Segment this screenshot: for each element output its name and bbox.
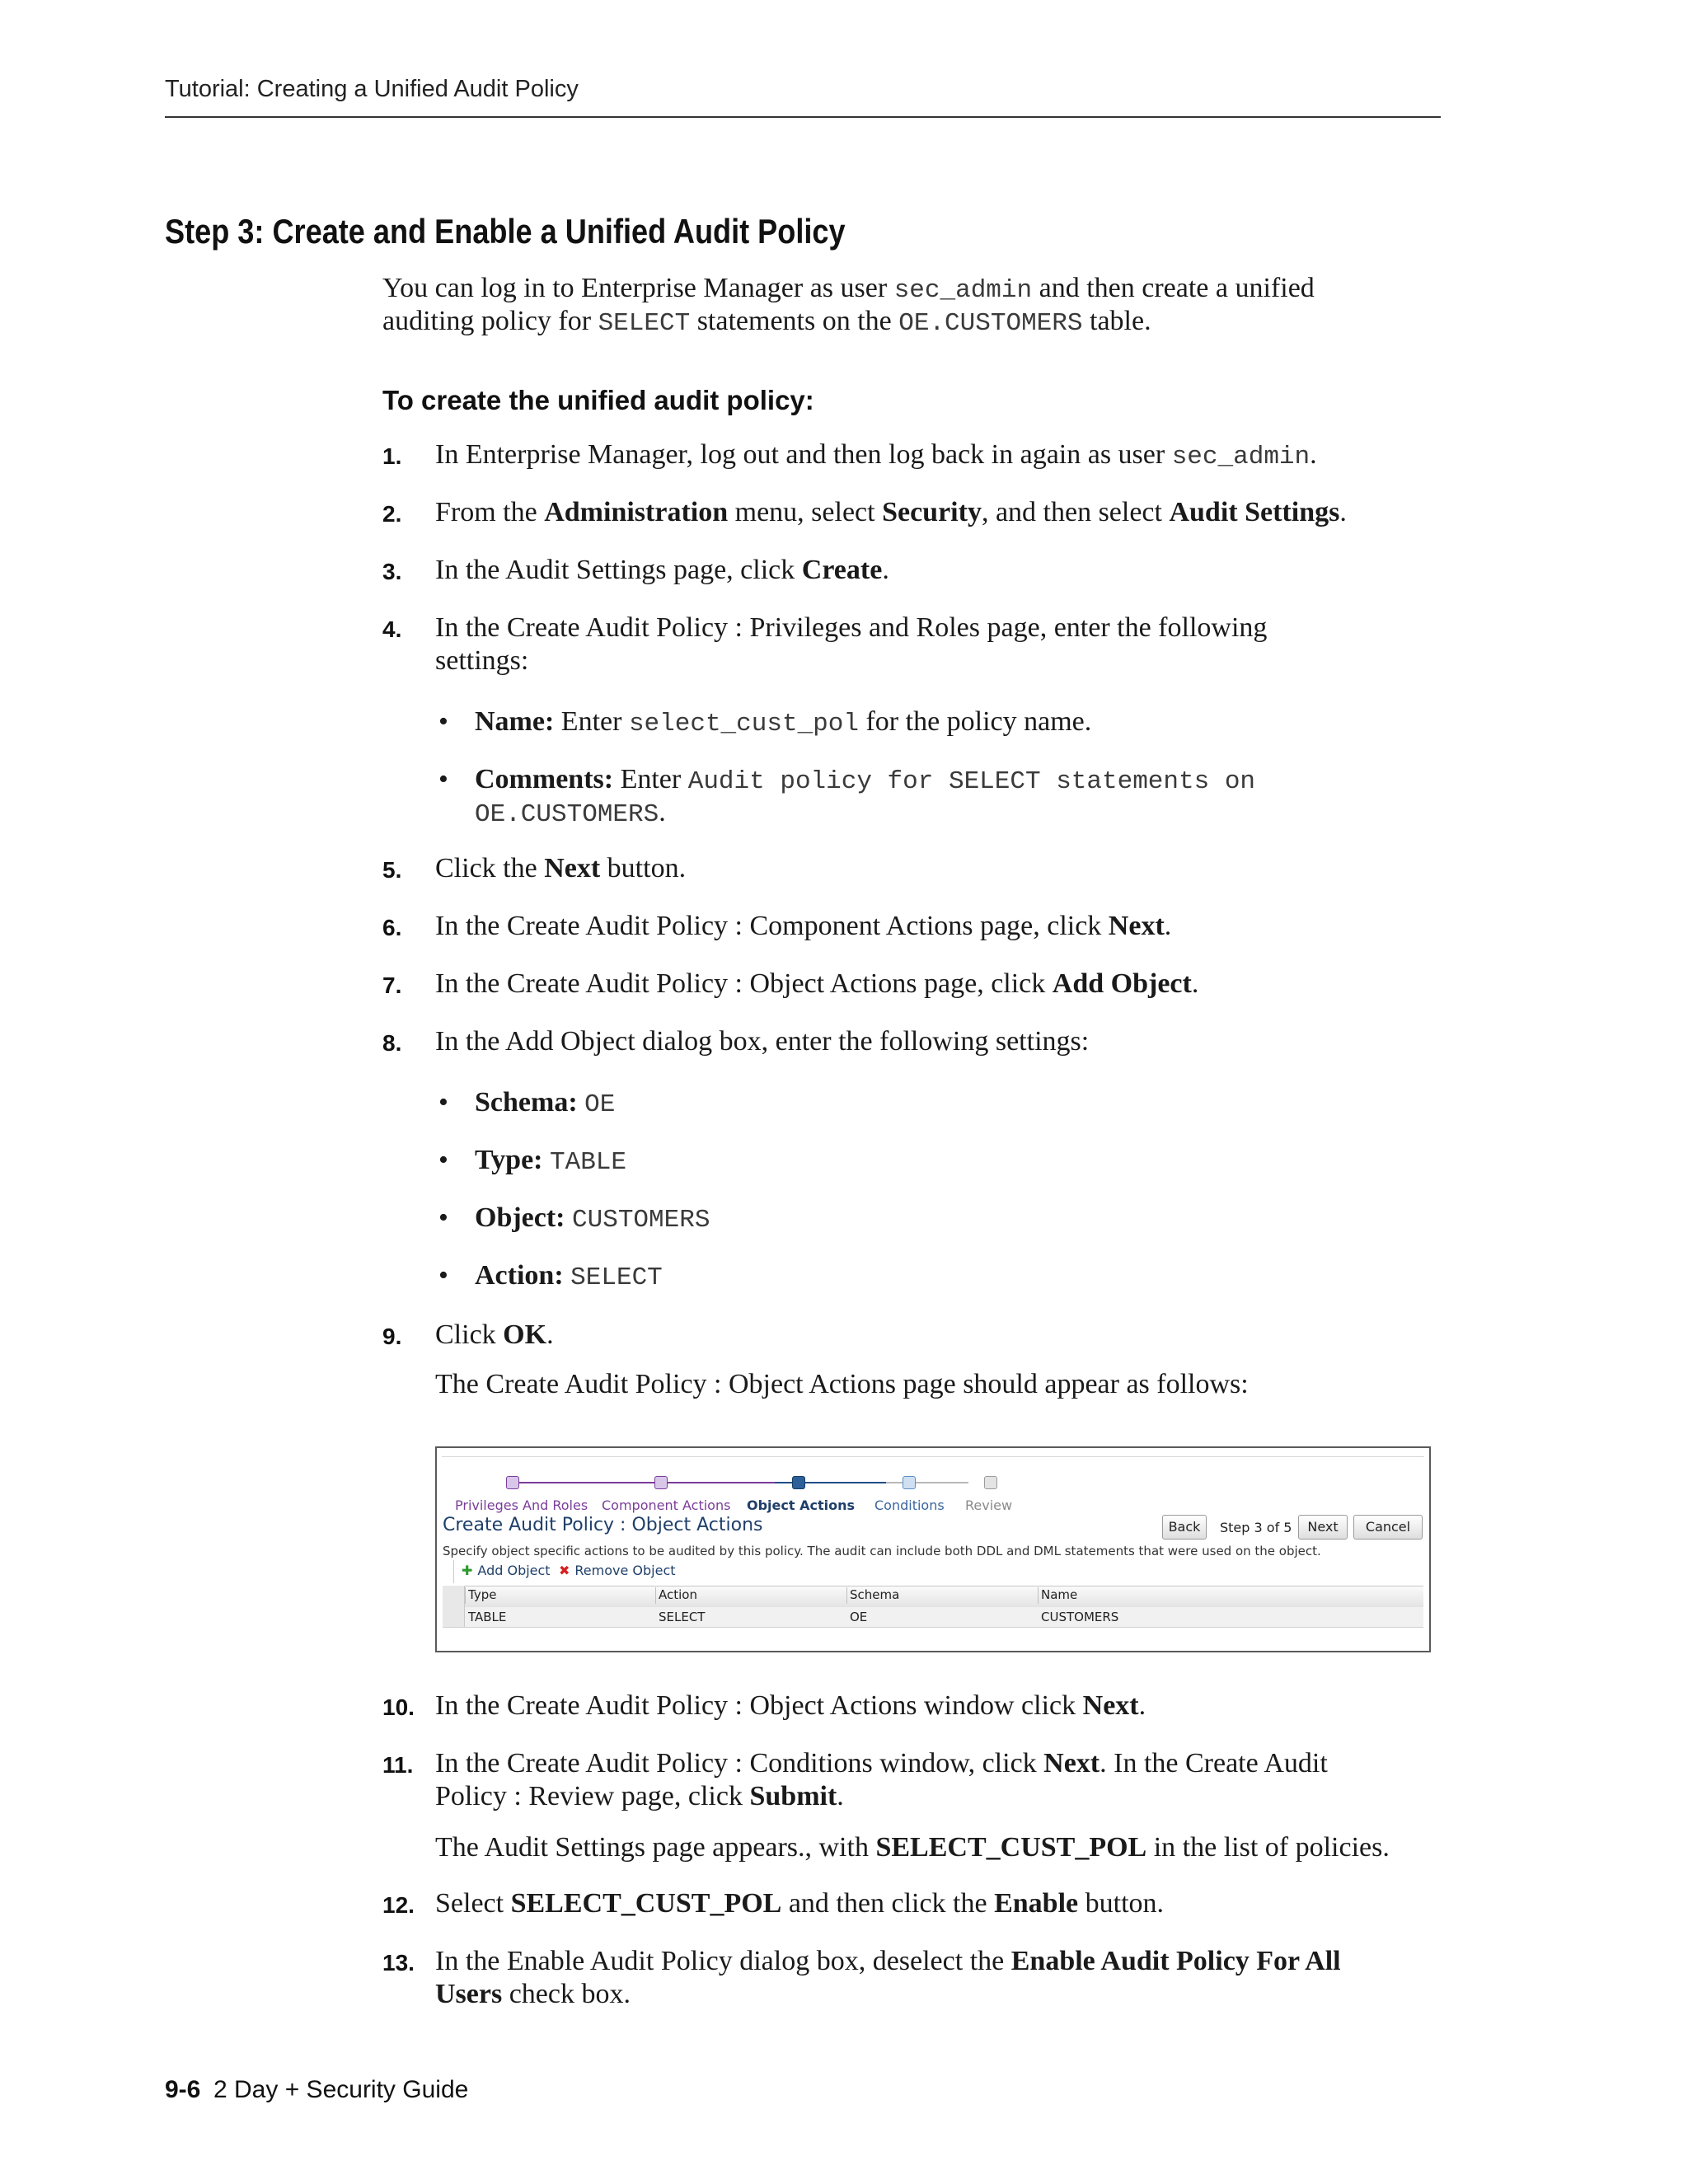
book-title: 2 Day + Security Guide — [213, 2076, 469, 2103]
step-2: From the Administration menu, select Security, and then select Audit Settings. — [435, 497, 1347, 527]
step-number: 9. — [382, 1324, 402, 1349]
step-number: 7. — [382, 972, 402, 998]
train-stop-conditions[interactable] — [903, 1476, 916, 1489]
step-indicator: Step 3 of 5 — [1220, 1520, 1292, 1535]
train-stop-privileges[interactable] — [506, 1476, 519, 1489]
step-number: 5. — [382, 857, 402, 883]
step-number: 10. — [382, 1694, 415, 1720]
step-13-line-1: In the Enable Audit Policy dialog box, deselect the Enable Audit Policy For All — [435, 1946, 1341, 1976]
bullet-name: Name: Enter select_cust_pol for the policy name. — [475, 706, 1092, 738]
bullet-action: Action: SELECT — [475, 1260, 663, 1292]
object-actions-table — [443, 1586, 1423, 1632]
step-9: Click OK. — [435, 1319, 554, 1350]
object-actions-screenshot — [435, 1446, 1431, 1652]
train-stop-component-actions[interactable] — [654, 1476, 668, 1489]
step-1: In Enterprise Manager, log out and then log back in again as user sec_admin. — [435, 439, 1317, 471]
step-number: 4. — [382, 616, 402, 642]
step-3: In the Audit Settings page, click Create. — [435, 555, 889, 585]
bullet-icon: • — [438, 1087, 448, 1118]
train-label-object-actions: Object Actions — [747, 1497, 855, 1513]
bullet-type: Type: TABLE — [475, 1145, 626, 1177]
step-13-line-2: Users check box. — [435, 1979, 631, 2009]
train-label-privileges[interactable]: Privileges And Roles — [455, 1497, 588, 1513]
step-number: 13. — [382, 1950, 415, 1975]
bullet-comments: Comments: Enter Audit policy for SELECT statements on — [475, 764, 1256, 796]
add-object-button[interactable]: ✚ Add Object — [462, 1563, 551, 1578]
step-number: 12. — [382, 1892, 415, 1918]
train-label-component-actions[interactable]: Component Actions — [602, 1497, 731, 1513]
step-number: 6. — [382, 915, 402, 940]
cell-name: CUSTOMERS — [1041, 1610, 1119, 1624]
procedure-heading: To create the unified audit policy: — [382, 385, 814, 415]
close-icon: ✖ — [559, 1563, 570, 1578]
bullet-icon: • — [438, 1145, 448, 1175]
step-11-line-1: In the Create Audit Policy : Conditions window, click Next. In the Create Audit — [435, 1748, 1328, 1779]
bullet-icon: • — [438, 1260, 448, 1291]
column-header-name[interactable]: Name — [1038, 1587, 1077, 1604]
intro-line-1: You can log in to Enterprise Manager as user sec_admin and then create a unified — [382, 273, 1315, 305]
step-9-note: The Create Audit Policy : Object Actions page should appear as follows: — [435, 1369, 1249, 1399]
remove-object-button[interactable]: ✖ Remove Object — [559, 1563, 676, 1578]
table-header — [443, 1586, 1423, 1608]
next-button[interactable]: Next — [1298, 1515, 1348, 1540]
intro-line-2: auditing policy for SELECT statements on the OE.CUSTOMERS table. — [382, 306, 1151, 338]
train-label-review: Review — [965, 1497, 1013, 1513]
step-number: 1. — [382, 443, 402, 469]
cancel-button[interactable]: Cancel — [1353, 1515, 1423, 1540]
column-header-type[interactable]: Type — [465, 1587, 496, 1604]
step-4-line-2: settings: — [435, 645, 529, 676]
page-number: 9-6 — [165, 2076, 201, 2103]
step-number: 11. — [382, 1752, 414, 1778]
step-12: Select SELECT_CUST_POL and then click the Enable button. — [435, 1888, 1165, 1919]
header-divider — [165, 116, 1441, 118]
train-connector — [886, 1482, 968, 1483]
running-header: Tutorial: Creating a Unified Audit Policy — [165, 76, 579, 102]
step-11-note: The Audit Settings page appears., with SELECT_CUST_POL in the list of policies. — [435, 1832, 1390, 1863]
train-label-conditions[interactable]: Conditions — [874, 1497, 945, 1513]
train-stop-review — [984, 1476, 997, 1489]
bullet-comments-line-2: OE.CUSTOMERS. — [475, 797, 666, 829]
step-7: In the Create Audit Policy : Object Actions page, click Add Object. — [435, 968, 1199, 999]
step-11-line-2: Policy : Review page, click Submit. — [435, 1781, 844, 1811]
screenshot-description: Specify object specific actions to be audited by this policy. The audit can include both DDL and DML statements that were used on the object. — [443, 1544, 1321, 1558]
cell-schema: OE — [850, 1610, 868, 1624]
step-number: 2. — [382, 501, 402, 527]
bullet-icon: • — [438, 1202, 448, 1233]
column-header-schema[interactable]: Schema — [846, 1587, 899, 1604]
bullet-object: Object: CUSTOMERS — [475, 1202, 710, 1235]
step-5: Click the Next button. — [435, 853, 687, 883]
train-stop-object-actions — [792, 1476, 805, 1489]
step-number: 3. — [382, 559, 402, 584]
bullet-schema: Schema: OE — [475, 1087, 616, 1119]
screenshot-page-title: Create Audit Policy : Object Actions — [443, 1515, 763, 1535]
bullet-icon: • — [438, 706, 448, 737]
back-button[interactable]: Back — [1162, 1515, 1207, 1540]
step-4-line-1: In the Create Audit Policy : Privileges and Roles page, enter the following — [435, 612, 1268, 643]
row-selector-column[interactable] — [443, 1586, 465, 1627]
column-header-action[interactable]: Action — [655, 1587, 697, 1604]
cell-type: TABLE — [468, 1610, 507, 1624]
train-connector — [519, 1482, 647, 1483]
figure-divider — [442, 1456, 1424, 1457]
cell-action: SELECT — [659, 1610, 706, 1624]
plus-icon: ✚ — [462, 1563, 473, 1578]
step-number: 8. — [382, 1030, 402, 1056]
table-row[interactable] — [443, 1607, 1423, 1628]
step-8: In the Add Object dialog box, enter the following settings: — [435, 1026, 1090, 1057]
section-title: Step 3: Create and Enable a Unified Audit Policy — [165, 212, 846, 251]
step-6: In the Create Audit Policy : Component Actions page, click Next. — [435, 911, 1172, 941]
bullet-icon: • — [438, 764, 448, 794]
step-10: In the Create Audit Policy : Object Actions window click Next. — [435, 1690, 1146, 1721]
